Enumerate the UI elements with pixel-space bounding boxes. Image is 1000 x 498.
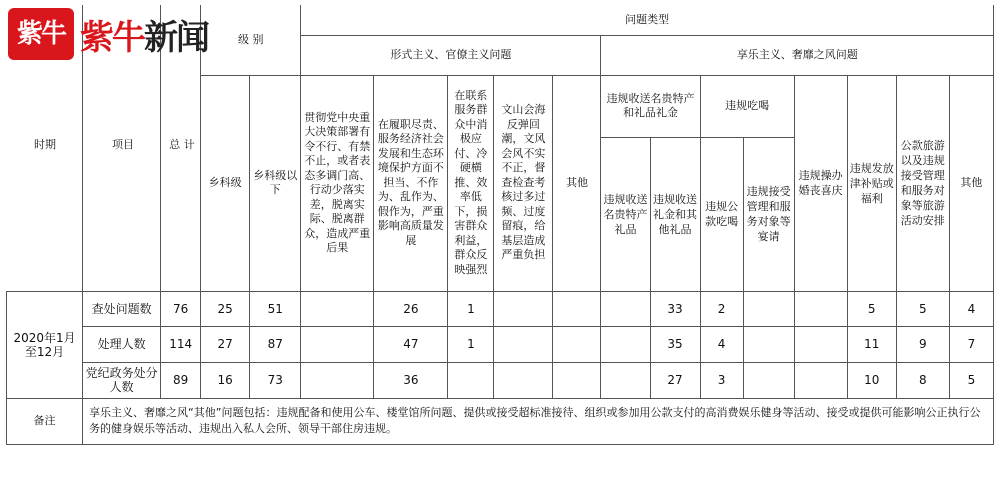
below-value: 51 bbox=[250, 291, 301, 326]
logo-wordmark bbox=[80, 10, 208, 59]
f3-value: 1 bbox=[448, 326, 494, 362]
f3-value bbox=[448, 362, 494, 398]
dining-col-1-header: 违规公款吃喝 bbox=[700, 137, 743, 291]
formalism-other-header: 其他 bbox=[553, 75, 601, 291]
d2-value bbox=[743, 326, 794, 362]
logo-wordmark-red: 紫牛 bbox=[80, 18, 144, 58]
h3-value: 5 bbox=[896, 291, 949, 326]
period-header: 时期 bbox=[34, 138, 56, 151]
d1-value: 4 bbox=[700, 326, 743, 362]
hedonism-group-header: 享乐主义、奢靡之风问题 bbox=[601, 35, 994, 75]
hedonism-col-3-header: 公款旅游以及违规接受管理和服务对象等旅游活动安排 bbox=[896, 75, 949, 291]
h3-value: 8 bbox=[896, 362, 949, 398]
total-header: 总 计 bbox=[169, 138, 195, 151]
hedonism-col-1-header: 违规操办婚丧喜庆 bbox=[794, 75, 847, 291]
level-below-header: 乡科级以下 bbox=[250, 75, 301, 291]
row-item: 党纪政务处分人数 bbox=[83, 362, 161, 398]
table-row bbox=[7, 326, 994, 362]
gift-group-header: 违规收送名贵特产和礼品礼金 bbox=[601, 75, 700, 137]
formalism-col-2-header: 在履职尽责、服务经济社会发展和生态环境保护方面不担当、不作为、乱作为、假作为，严重影响高质量发展 bbox=[374, 75, 448, 291]
h4-value: 4 bbox=[949, 291, 993, 326]
f2-value: 47 bbox=[374, 326, 448, 362]
f1-value bbox=[301, 291, 374, 326]
statistics-table bbox=[6, 5, 994, 445]
period-cell: 2020年1月至12月 bbox=[7, 291, 83, 398]
row-item: 查处问题数 bbox=[83, 291, 161, 326]
township-value: 27 bbox=[201, 326, 250, 362]
d1-value: 2 bbox=[700, 291, 743, 326]
h1-value bbox=[794, 362, 847, 398]
f2-value: 26 bbox=[374, 291, 448, 326]
d2-value bbox=[743, 291, 794, 326]
f5-value bbox=[553, 326, 601, 362]
h2-value: 10 bbox=[847, 362, 896, 398]
f4-value bbox=[494, 362, 553, 398]
h4-value: 7 bbox=[949, 326, 993, 362]
note-text: 享乐主义、奢靡之风“其他”问题包括：违规配备和使用公车、楼堂馆所问题、提供或接受超标准接待、组织或参加用公款支付的高消费娱乐健身等活动、接受或提供可能影响公正执行公务的健身娱乐等活动、违规出入私人会所、领导干部住房违规。 bbox=[83, 398, 994, 444]
f1-value bbox=[301, 362, 374, 398]
township-value: 16 bbox=[201, 362, 250, 398]
total-value: 89 bbox=[161, 362, 201, 398]
dining-group-header: 违规吃喝 bbox=[700, 75, 794, 137]
below-value: 73 bbox=[250, 362, 301, 398]
f5-value bbox=[553, 291, 601, 326]
formalism-col-4-header: 文山会海反弹回潮，文风会风不实不正，督查检查考核过多过频、过度留痕，给基层造成严重负担 bbox=[494, 75, 553, 291]
g2-value: 27 bbox=[650, 362, 700, 398]
g1-value bbox=[601, 362, 650, 398]
g1-value bbox=[601, 326, 650, 362]
h2-value: 11 bbox=[847, 326, 896, 362]
table-row bbox=[7, 291, 994, 326]
h3-value: 9 bbox=[896, 326, 949, 362]
logo-badge: 紫牛 bbox=[8, 8, 74, 60]
township-value: 25 bbox=[201, 291, 250, 326]
level-township-header: 乡科级 bbox=[201, 75, 250, 291]
f4-value bbox=[494, 291, 553, 326]
h2-value: 5 bbox=[847, 291, 896, 326]
logo-wordmark-text: 新闻 bbox=[144, 18, 208, 58]
g2-value: 33 bbox=[650, 291, 700, 326]
below-value: 87 bbox=[250, 326, 301, 362]
problem-types-header: 问题类型 bbox=[301, 5, 994, 35]
formalism-group-header: 形式主义、官僚主义问题 bbox=[301, 35, 601, 75]
hedonism-other-header: 其他 bbox=[949, 75, 993, 291]
g2-value: 35 bbox=[650, 326, 700, 362]
dining-col-2-header: 违规接受管理和服务对象等宴请 bbox=[743, 137, 794, 291]
zi-niu-news-logo bbox=[8, 8, 208, 64]
f3-value: 1 bbox=[448, 291, 494, 326]
table-row bbox=[7, 362, 994, 398]
formalism-col-3-header: 在联系服务群众中消极应付、冷硬横推、效率低下，损害群众利益，群众反映强烈 bbox=[448, 75, 494, 291]
row-item: 处理人数 bbox=[83, 326, 161, 362]
f5-value bbox=[553, 362, 601, 398]
d2-value bbox=[743, 362, 794, 398]
level-group-header: 级 别 bbox=[201, 5, 301, 75]
h4-value: 5 bbox=[949, 362, 993, 398]
hedonism-col-2-header: 违规发放津补贴或福利 bbox=[847, 75, 896, 291]
total-value: 76 bbox=[161, 291, 201, 326]
gift-col-1-header: 违规收送名贵特产礼品 bbox=[601, 137, 650, 291]
f1-value bbox=[301, 326, 374, 362]
h1-value bbox=[794, 326, 847, 362]
gift-col-2-header: 违规收送礼金和其他礼品 bbox=[650, 137, 700, 291]
f4-value bbox=[494, 326, 553, 362]
d1-value: 3 bbox=[700, 362, 743, 398]
g1-value bbox=[601, 291, 650, 326]
note-label: 备注 bbox=[7, 398, 83, 444]
formalism-col-1-header: 贯彻党中央重大决策部署有令不行、有禁不止，或者表态多调门高、行动少落实差，脱离实际、脱离群众，造成严重后果 bbox=[301, 75, 374, 291]
h1-value bbox=[794, 291, 847, 326]
item-header: 项目 bbox=[112, 138, 134, 151]
total-value: 114 bbox=[161, 326, 201, 362]
f2-value: 36 bbox=[374, 362, 448, 398]
